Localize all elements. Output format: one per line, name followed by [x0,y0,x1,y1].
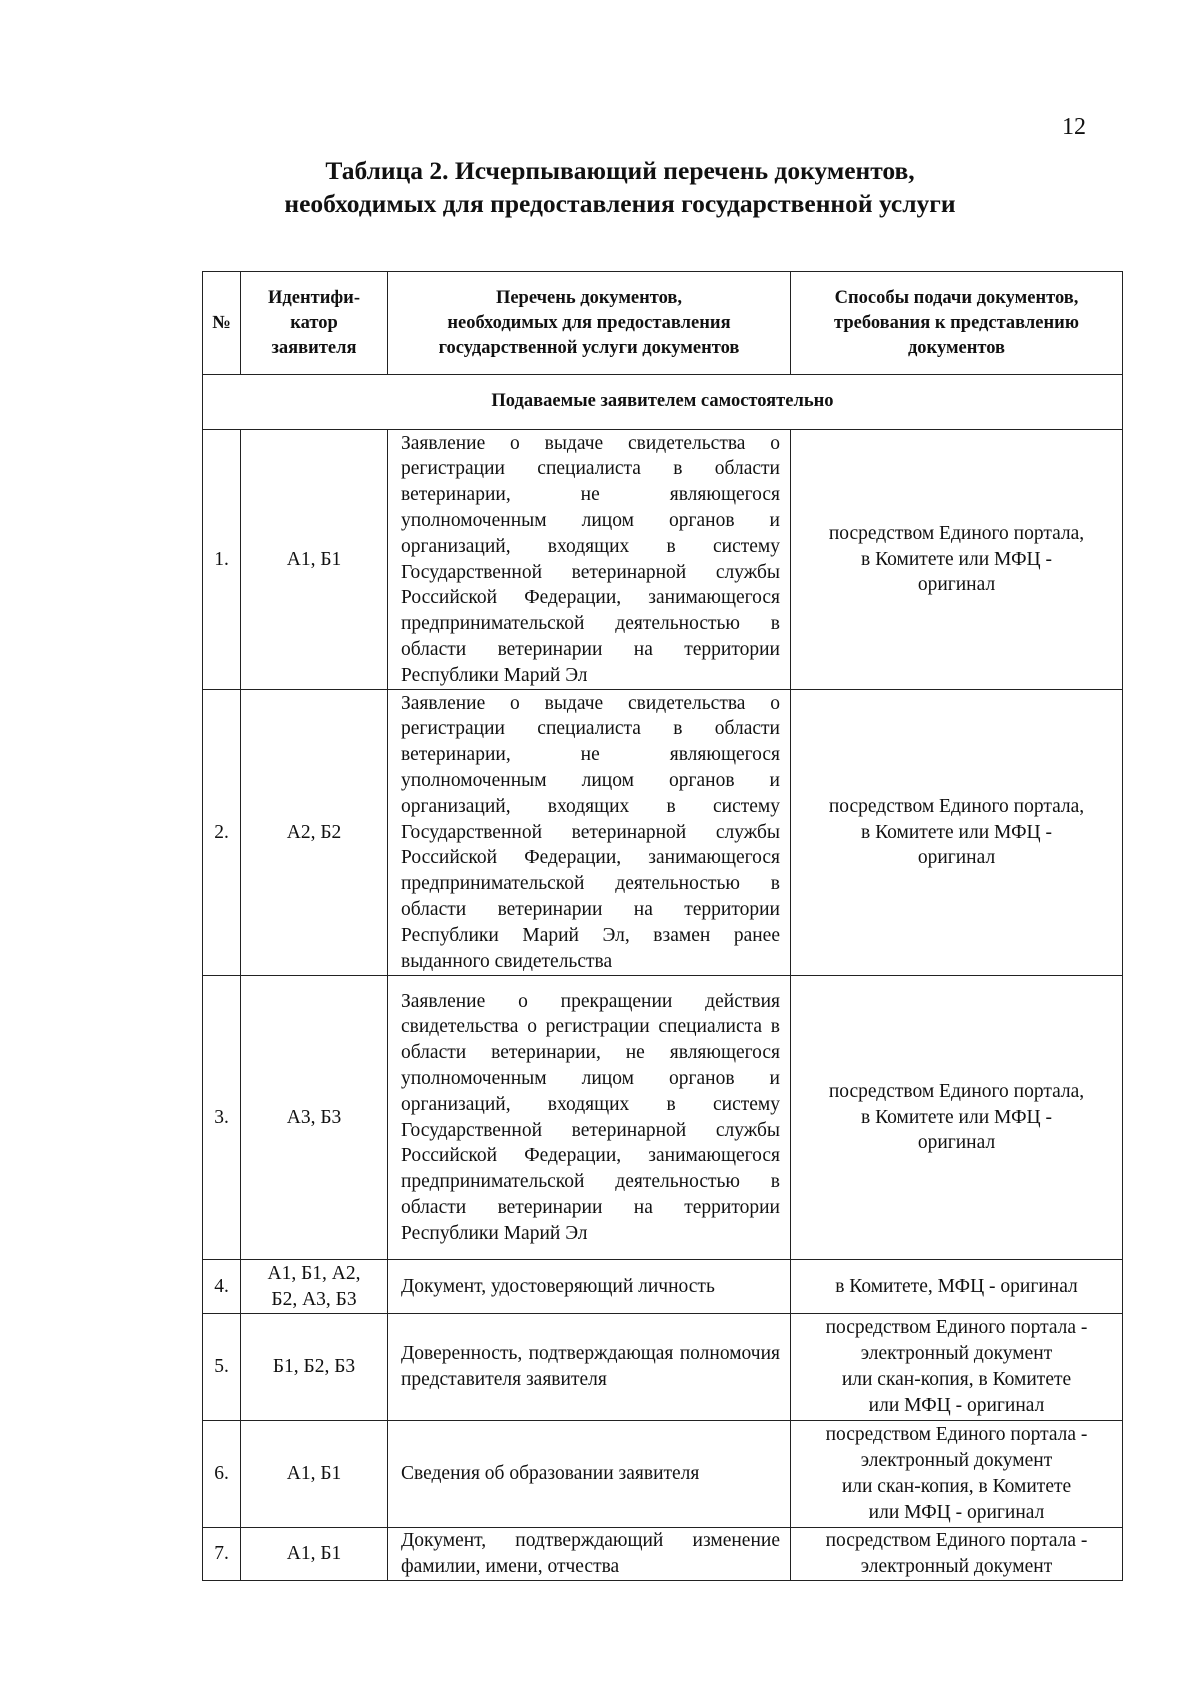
table-title-line-2: необходимых для предоставления государственной услуги [284,189,956,218]
header-line: Перечень документов, [495,287,683,308]
row-submission-method [791,690,1123,976]
header-line: Идентифи- [268,287,360,308]
header-line: документов [907,337,1006,358]
row-applicant-id: А2, Б2 [241,690,388,976]
row-document [388,976,791,1260]
row-number: 4. [203,1260,241,1314]
way-line: посредством Единого портала, [828,795,1085,817]
row-document-text: Заявление о выдаче свидетельства о регистрации специалиста в области ветеринарии, не являющегося уполномоченным лицом органов и организаций, входящих в систему Государственной ветеринарной службы Российской Федерации, занимающегося предпринимательской деятельностью в области ветеринарии на территории Республики Марий Эл [401,432,780,686]
row-document-text: Заявление о выдаче свидетельства о регистрации специалиста в области ветеринарии, не являющегося уполномоченным лицом органов и организаций, входящих в систему Государственной ветеринарной службы Российской Федерации, занимающегося предпринимательской деятельностью в области ветеринарии на территории Республики Марий Эл, взамен ранее выданного свидетельства [401,692,780,972]
header-line: государственной услуги документов [438,337,740,358]
row-number: 5. [203,1314,241,1421]
way-line: в Комитете или МФЦ - [861,821,1052,843]
header-line: требования к представлению [834,312,1079,333]
row-document-text: Документ, подтверждающий изменение фамилии, имени, отчества [401,1530,780,1577]
row-number: 7. [203,1528,241,1581]
way-line: посредством Единого портала - [825,1424,1088,1446]
way-line: электронный документ [860,1556,1053,1577]
way-line: в Комитете или МФЦ - [861,1106,1052,1128]
table-row [203,1421,1123,1528]
row-number: 2. [203,690,241,976]
table-title-line-1: Таблица 2. Исчерпывающий перечень документов, [325,156,915,185]
row-applicant-id: А3, Б3 [241,976,388,1260]
way-line: или скан-копия, в Комитете [841,1476,1072,1497]
way-line: или МФЦ - оригинал [868,1501,1045,1523]
table-row [203,430,1123,690]
row-document [388,1421,791,1528]
row-document-text: Документ, удостоверяющий личность [401,1275,715,1297]
id-line: Б2, А3, Б3 [271,1288,357,1310]
way-line: в Комитете или МФЦ - [861,548,1052,570]
header-applicant-id [241,272,388,375]
table-row [203,1260,1123,1314]
way-line: оригинал [917,574,996,596]
header-line: необходимых для предоставления [447,312,731,333]
row-document [388,1314,791,1421]
table-title [220,154,1020,220]
way-line: оригинал [917,1132,996,1154]
row-applicant-id: А1, Б1 [241,1528,388,1581]
row-submission-method [791,1528,1123,1581]
id-line: А1, Б1, А2, [267,1262,361,1284]
way-line: посредством Единого портала, [828,1080,1085,1102]
row-submission-method [791,1314,1123,1421]
header-submission-methods [791,272,1123,375]
way-line: оригинал [917,847,996,869]
documents-table [202,271,1123,1581]
row-submission-method [791,1260,1123,1314]
row-document-text: Заявление о прекращении действия свидетельства о регистрации специалиста в области ветеринарии, не являющегося уполномоченным лицом органов и организаций, входящих в систему Государственной ветеринарной службы Российской Федерации, занимающегося предпринимательской деятельностью в области ветеринарии на территории Республики Марий Эл [401,990,780,1244]
row-applicant-id: А1, Б1 [241,1421,388,1528]
row-document [388,690,791,976]
row-submission-method [791,430,1123,690]
row-number: 6. [203,1421,241,1528]
table-header-row [203,272,1123,375]
section-row [203,375,1123,430]
row-applicant-id: А1, Б1 [241,430,388,690]
row-applicant-id: Б1, Б2, Б3 [241,1314,388,1421]
way-line: посредством Единого портала - [825,1530,1088,1552]
row-document [388,1528,791,1581]
page-number: 12 [1062,114,1086,140]
row-document [388,1260,791,1314]
table-row [203,690,1123,976]
row-submission-method [791,976,1123,1260]
way-line: в Комитете, МФЦ - оригинал [835,1275,1078,1297]
row-document-text: Сведения об образовании заявителя [401,1463,700,1485]
way-line: электронный документ [860,1343,1053,1365]
row-document [388,430,791,690]
header-documents [388,272,791,375]
row-submission-method [791,1421,1123,1528]
header-line: катор [290,312,338,333]
way-line: или скан-копия, в Комитете [841,1369,1072,1390]
header-line: Способы подачи документов, [834,287,1079,308]
row-number: 3. [203,976,241,1260]
row-applicant-id [241,1260,388,1314]
way-line: посредством Единого портала, [828,522,1085,544]
row-document-text: Доверенность, подтверждающая полномочия представителя заявителя [401,1343,780,1390]
way-line: электронный документ [860,1450,1053,1472]
header-line: заявителя [271,337,357,358]
way-line: или МФЦ - оригинал [868,1394,1045,1416]
table-row [203,1314,1123,1421]
header-number: № [203,272,241,375]
way-line: посредством Единого портала - [825,1317,1088,1339]
section-title: Подаваемые заявителем самостоятельно [203,375,1123,430]
table-row [203,976,1123,1260]
table-row [203,1528,1123,1581]
row-number: 1. [203,430,241,690]
